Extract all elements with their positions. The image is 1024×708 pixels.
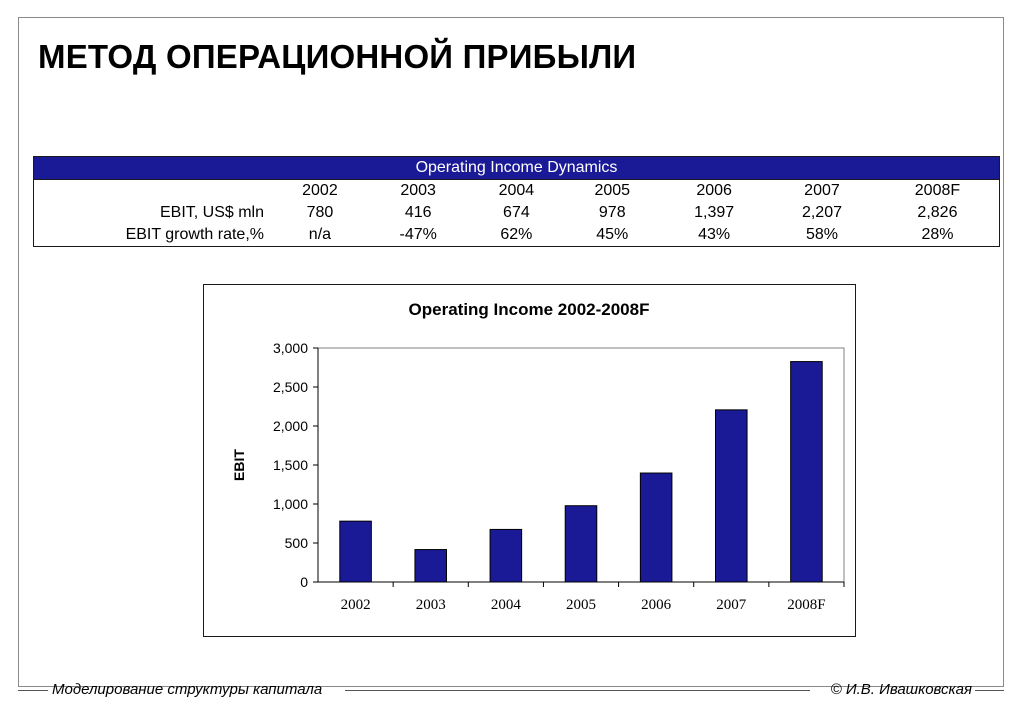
table-value-cell: 1,397 (694, 204, 735, 221)
y-tick-label: 3,000 (272, 340, 308, 356)
footer-rule-right (975, 690, 1004, 691)
income-table (33, 156, 1000, 247)
y-tick-label: 1,000 (272, 496, 308, 512)
table-value-cell: 674 (503, 204, 530, 221)
x-tick-label: 2002 (340, 597, 371, 613)
table-value-cell: 2,207 (801, 204, 842, 221)
table-value-cell: 45% (596, 226, 629, 243)
table-year-cell: 2007 (768, 180, 876, 203)
table-row (34, 202, 1000, 224)
footer-rule-left (18, 690, 48, 691)
table-value-cell: 28% (921, 226, 954, 243)
x-tick-label: 2007 (716, 597, 747, 613)
table-value-cell: -47% (399, 226, 437, 243)
table-value-cell: 978 (598, 204, 626, 221)
y-tick-label: 0 (300, 574, 308, 590)
page-title: МЕТОД ОПЕРАЦИОННОЙ ПРИБЫЛИ (38, 38, 637, 75)
table-year-cell: 2005 (564, 180, 660, 203)
x-tick-label: 2004 (490, 597, 521, 613)
table-year-cell: 2008F (876, 180, 1000, 203)
bar (415, 550, 447, 582)
bar (791, 362, 823, 582)
table-value-cell: 58% (805, 226, 838, 243)
footer-course-title: Моделирование структуры капитала (52, 681, 323, 698)
x-tick-label: 2005 (566, 597, 596, 613)
y-axis-label: EBIT (231, 449, 247, 481)
bar (565, 506, 597, 582)
chart-title: Operating Income 2002-2008F (408, 300, 650, 319)
footer-author: © И.В. Ивашковская (830, 681, 972, 698)
table-value-cell: 62% (500, 226, 533, 243)
table-value-cell: 780 (306, 204, 334, 221)
bar (340, 521, 372, 582)
table-corner-cell (34, 180, 273, 203)
table-row-label: EBIT, US$ mln (159, 204, 264, 221)
chart-svg (204, 285, 854, 635)
table-year-cell: 2004 (468, 180, 564, 203)
x-tick-label: 2003 (415, 597, 446, 613)
y-tick-label: 2,000 (272, 418, 308, 434)
table-title: Operating Income Dynamics (33, 156, 1000, 179)
x-tick-label: 2006 (641, 597, 672, 613)
y-tick-label: 2,500 (272, 379, 308, 395)
table-value-cell: 43% (698, 226, 731, 243)
table-value-cell: n/a (308, 226, 332, 243)
y-tick-label: 500 (284, 535, 308, 551)
bar (490, 529, 522, 582)
chart (203, 284, 856, 637)
table-row-label: EBIT growth rate,% (125, 226, 264, 243)
table-year-cell: 2002 (272, 180, 368, 203)
bar (716, 410, 748, 582)
x-tick-label: 2008F (787, 597, 826, 613)
table-value-cell: 2,826 (917, 204, 958, 221)
table-row-years (34, 180, 1000, 203)
table-year-cell: 2006 (660, 180, 768, 203)
table-row (34, 224, 1000, 247)
table-year-cell: 2003 (368, 180, 469, 203)
table-value-cell: 416 (404, 204, 432, 221)
bar (640, 473, 672, 582)
footer-rule-middle (345, 690, 810, 691)
y-tick-label: 1,500 (272, 457, 308, 473)
